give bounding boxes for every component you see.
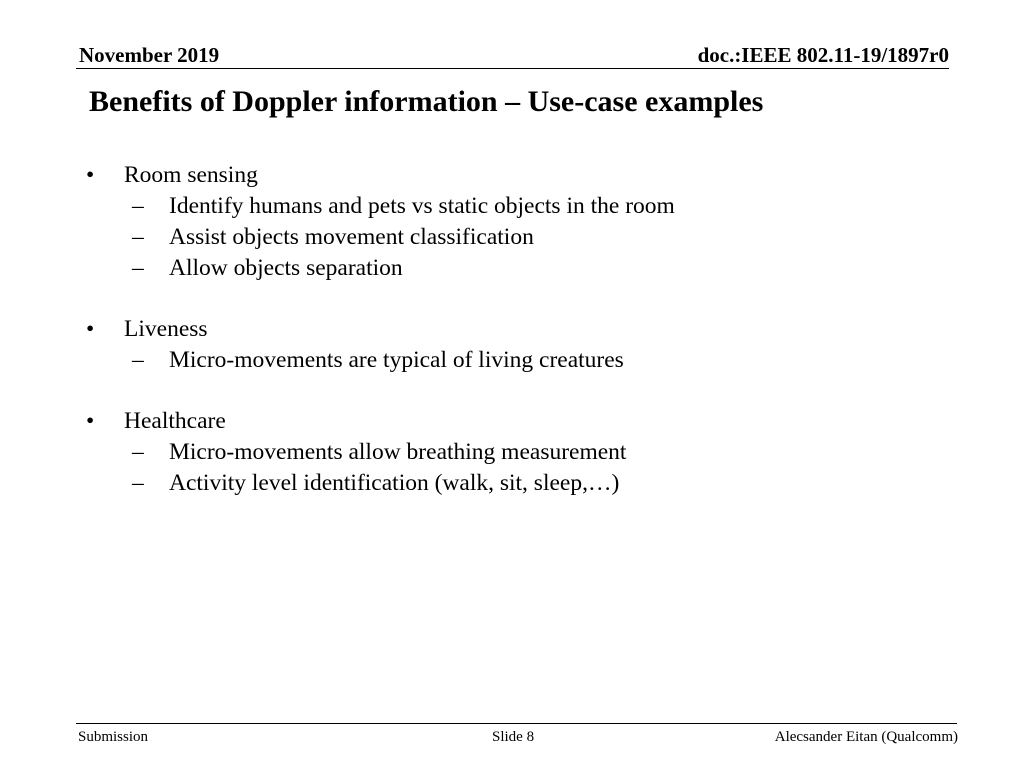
bullet-marker: • — [86, 316, 95, 342]
header-date: November 2019 — [79, 43, 220, 67]
bullet-liveness — [0, 314, 1024, 345]
slide-content — [0, 160, 1024, 499]
sub-bullet-text: Identify humans and pets vs static objects in the room — [169, 193, 675, 219]
sub-bullet — [0, 253, 1024, 284]
bullet-label: Healthcare — [124, 408, 226, 434]
sub-bullet-text: Activity level identification (walk, sit, sleep,…) — [169, 470, 620, 496]
sub-bullet-text: Micro-movements are typical of living creatures — [169, 347, 624, 373]
sub-bullet — [0, 345, 1024, 376]
sub-bullet-marker: – — [132, 224, 144, 250]
sub-bullet-text: Allow objects separation — [169, 255, 403, 281]
sub-bullet — [0, 191, 1024, 222]
header-document-id: doc.:IEEE 802.11-19/1897r0 — [697, 43, 949, 67]
sub-bullet-marker: – — [132, 255, 144, 281]
bullet-room-sensing — [0, 160, 1024, 191]
sub-bullet-marker: – — [132, 193, 144, 219]
sub-bullet-marker: – — [132, 470, 144, 496]
spacer — [0, 284, 1024, 314]
spacer — [0, 376, 1024, 406]
sub-bullet — [0, 222, 1024, 253]
footer-submission: Submission — [78, 729, 149, 745]
header-divider — [76, 68, 949, 69]
bullet-marker: • — [86, 162, 95, 188]
footer-slide-number: Slide 8 — [492, 729, 535, 745]
sub-bullet-marker: – — [132, 439, 144, 465]
footer-divider — [76, 723, 957, 724]
sub-bullet-marker: – — [132, 347, 144, 373]
bullet-marker: • — [86, 408, 95, 434]
sub-bullet-text: Assist objects movement classification — [169, 224, 534, 250]
slide-title: Benefits of Doppler information – Use-case examples — [89, 85, 764, 118]
bullet-healthcare — [0, 406, 1024, 437]
sub-bullet — [0, 468, 1024, 499]
footer-author: Alecsander Eitan (Qualcomm) — [774, 729, 958, 745]
sub-bullet-text: Micro-movements allow breathing measurement — [169, 439, 627, 465]
sub-bullet — [0, 437, 1024, 468]
bullet-label: Room sensing — [124, 162, 258, 188]
bullet-label: Liveness — [124, 316, 208, 342]
